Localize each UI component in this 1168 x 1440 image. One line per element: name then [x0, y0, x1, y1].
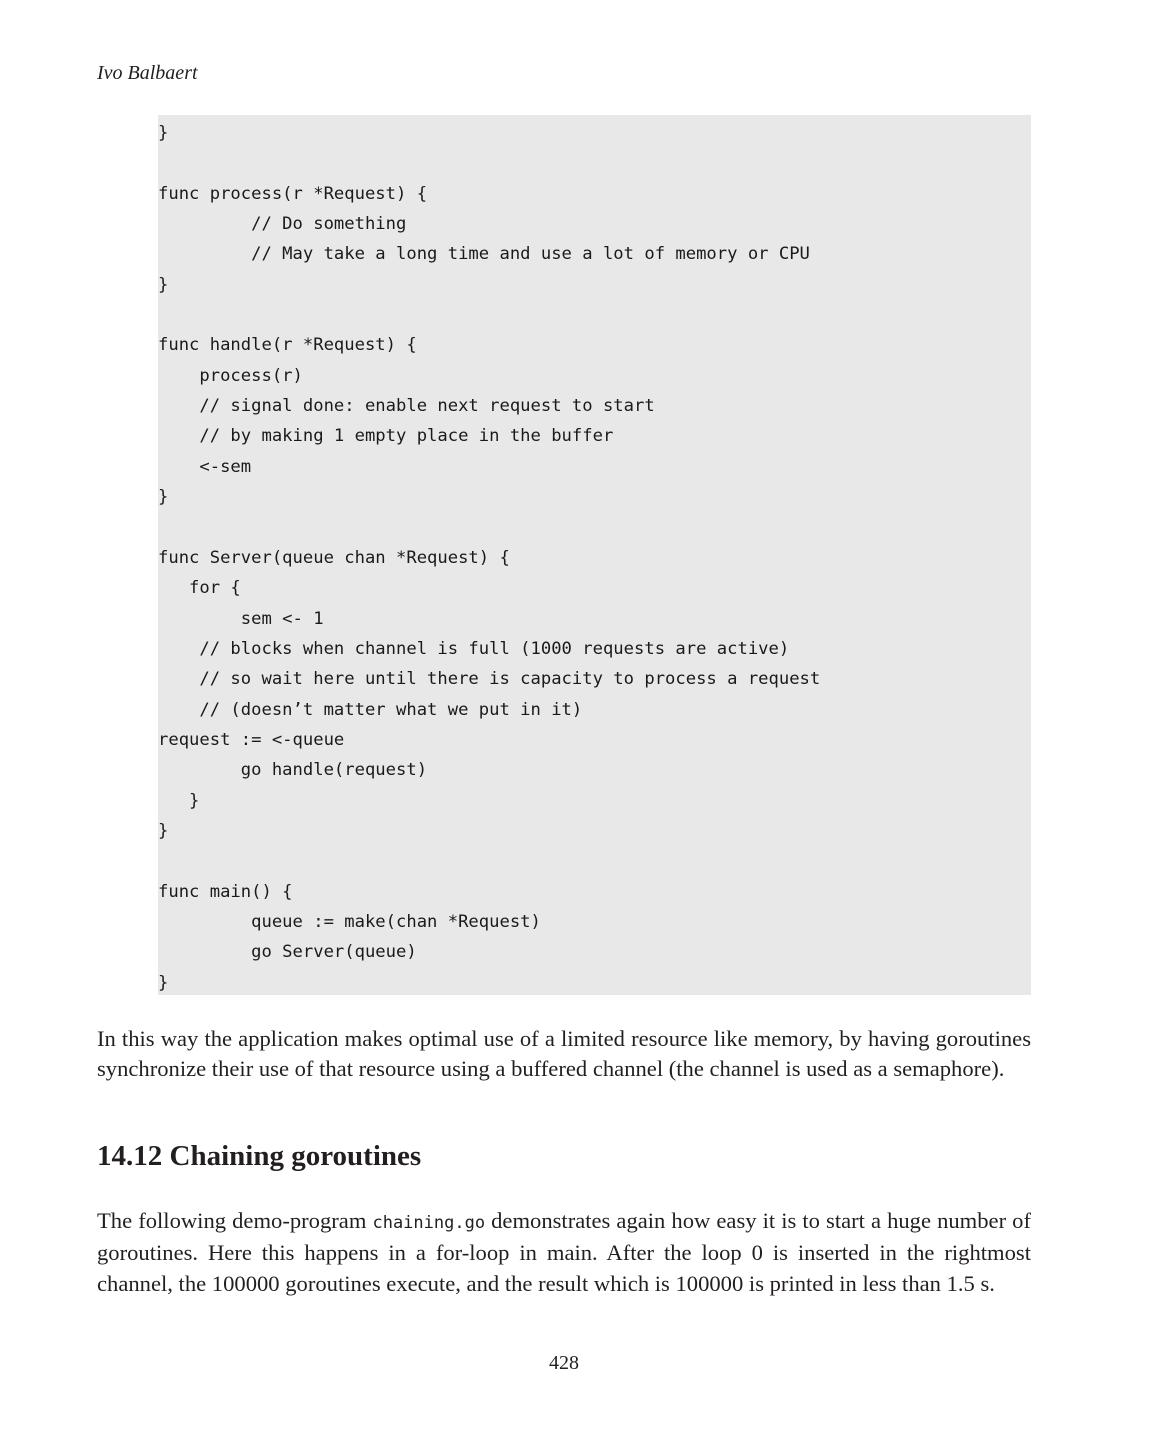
section-heading: 14.12 Chaining goroutines — [97, 1140, 422, 1172]
paragraph-text: The following demo-program — [97, 1208, 373, 1233]
body-paragraph: In this way the application makes optimal use of a limited resource like memory, by having goroutines synchronize their use of that resource using a buffered channel (the channel is used as a semaphore). — [97, 1026, 1031, 1082]
body-paragraph-chaining — [97, 1206, 1031, 1299]
running-header-author: Ivo Balbaert — [97, 62, 198, 84]
code-block — [158, 115, 1031, 995]
page-number: 428 — [549, 1352, 579, 1374]
inline-code-filename: chaining.go — [372, 1213, 486, 1233]
paragraph-text: demonstrates again how easy it is to start a huge number of goroutines. Here this happens in a for-loop in main. After the loop 0 is inserted in the rightmost channel, the 100000 goroutines execute, and the result which is 100000 is printed in less than 1.5 s. — [97, 1208, 1031, 1296]
code-listing: } func process(r *Request) { // Do something // May take a long time and use a lot of memory or CPU } func handle(r *Request) { process(r) // signal done: enable next request to start // by making 1 empty place in the buffer <-sem } func Server(queue chan *Request) { for { sem <- 1 // blocks when channel is full (1000 requests are active) // so wait here until there is capacity to process a request // (doesn’t matter what we put in it) request := <-queue go handle(request) } } func main() { queue := make(chan *Request) go Server(queue) } — [158, 123, 821, 993]
